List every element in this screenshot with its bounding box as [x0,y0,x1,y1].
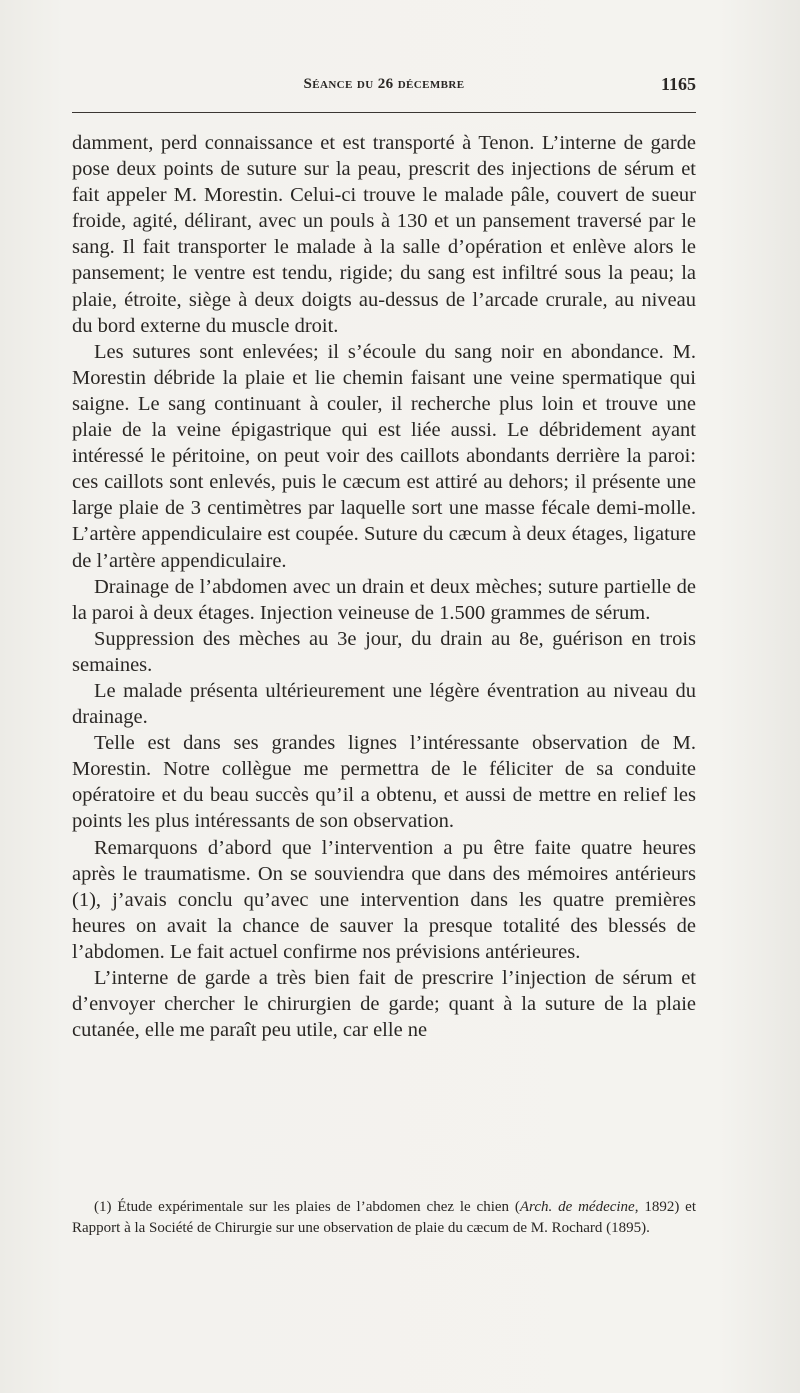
paragraph-5: Le malade présenta ultérieurement une légère éventration au niveau du drainage. [72,679,696,729]
body-text [72,130,696,1043]
header-rule [72,112,696,113]
footnote-lead: (1) Étude expérimentale sur les plaies de l’abdomen chez le chien ( [94,1199,520,1215]
running-head-suffix: décembre [393,76,465,92]
paragraph-7: Remarquons d’abord que l’intervention a pu être faite quatre heures après le traumatisme. On se souviendra que dans des mémoires antérieurs (1), j’avais conclu qu’avec une intervention dans les quatre premières heures on avait la chance de sauver la presque totalité des blessés de l’abdomen. Le fait actuel confirme nos prévisions antérieures. [72,836,696,963]
paragraph-6: Telle est dans ses grandes lignes l’intéressante observation de M. Morestin. Notre collègue me permettra de le féliciter de sa conduite opératoire et du beau succès qu’il a obtenu, et aussi de mettre en relief les points les plus intéressants de son observation. [72,732,696,833]
page-number: 1165 [660,74,696,94]
paragraph-2: Les sutures sont enlevées; il s’écoule du sang noir en abondance. M. Morestin débride la plaie et lie chemin faisant une veine spermatique qui saigne. Le sang continuant à couler, il recherche plus loin et trouve une plaie de la veine épigastrique qui est liée aussi. Le débridement ayant intéressé le péritoine, on peut voir des caillots abondants derrière la paroi: ces caillots sont enlevés, puis le cæcum est attiré au dehors; il présente une large plaie de 3 centimètres par laquelle sort une masse fécale demi-molle. L’artère appendiculaire est coupée. Suture du cæcum à deux étages, ligature de l’artère appendiculaire. [72,340,696,572]
paragraph-4: Suppression des mèches au 3e jour, du drain au 8e, guérison en trois semaines. [72,627,696,676]
footnote-journal: Arch. de médecine [519,1199,635,1215]
page-header [72,74,696,98]
paragraph-8: L’interne de garde a très bien fait de prescrire l’injection de sérum et d’envoyer chercher le chirurgien de garde; quant à la suture de la plaie cutanée, elle me paraît peu utile, car elle ne [72,967,696,1042]
footnote [72,1197,696,1238]
running-head [72,76,696,93]
paragraph-3: Drainage de l’abdomen avec un drain et deux mèches; suture partielle de la paroi à deux étages. Injection veineuse de 1.500 grammes de sérum. [72,575,696,624]
running-head-day: 26 [377,76,394,92]
footnote-rest: , 1892) et Rapport à la Société de Chirurgie sur une observation de plaie du cæcum de M. Rochard (1895). [72,1199,697,1236]
running-head-prefix: Séance du [303,76,378,92]
paragraph-1: damment, perd connaissance et est transporté à Tenon. L’interne de garde pose deux points de suture sur la peau, prescrit des injections de sérum et fait appeler M. Morestin. Celui-ci trouve le malade pâle, couvert de sueur froide, agité, délirant, avec un pouls à 130 et un pansement traversé par le sang. Il fait transporter le malade à la salle d’opération et enlève alors le pansement; le ventre est tendu, rigide; du sang est infiltré sous la peau; la plaie, étroite, siège à deux doigts au-dessus de l’arcade crurale, au niveau du bord externe du muscle droit. [72,132,696,337]
footnote-text [72,1197,696,1238]
